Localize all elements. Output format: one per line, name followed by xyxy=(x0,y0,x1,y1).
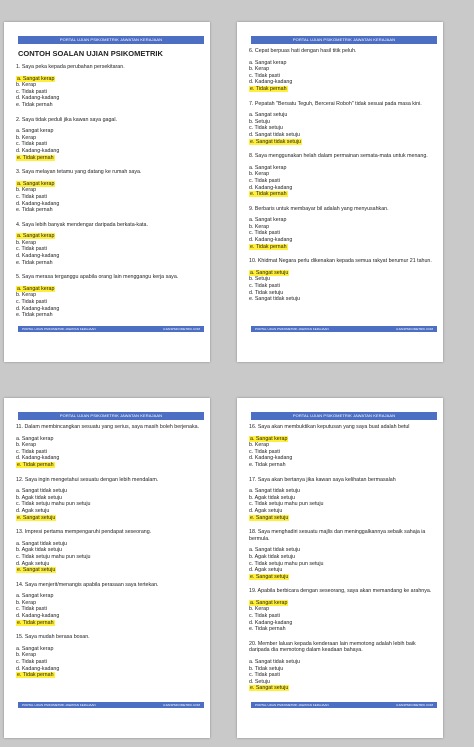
page-content xyxy=(16,48,204,327)
question-text: 16. Saya akan membuktikan keputusan yang saya buat adalah betul xyxy=(249,424,410,430)
footer-left-text: PORTAL UJIAN PSIKOMETRIK JAWATAN KERAJAAN xyxy=(255,703,329,707)
answer-option-label: d. Kadang-kadang xyxy=(16,253,60,260)
answer-option-label: c. Tidak pasti xyxy=(249,230,280,237)
question-text: 11. Dalam membincangkan sesuatu yang serius, saya masih boleh berjenaka. xyxy=(16,424,200,430)
answer-option xyxy=(249,185,437,192)
highlighted-answer: e. Sangat setuju xyxy=(250,685,289,692)
document-page-4 xyxy=(237,398,443,738)
answer-option xyxy=(16,547,204,554)
question-text: 1. Saya peka kepada perubahan persekitaran. xyxy=(16,64,125,70)
answer-option xyxy=(16,672,204,679)
answer-option-label: d. Kadang-kadang xyxy=(249,619,293,626)
answer-option xyxy=(16,299,204,306)
answer-option xyxy=(16,666,204,673)
answer-option xyxy=(249,270,437,277)
answer-option-label: c. Tidak pasti xyxy=(249,177,280,184)
answer-option-label: b. Setuju xyxy=(249,276,270,283)
answer-options xyxy=(249,217,437,250)
answer-option-label: d. Kadang-kadang xyxy=(16,455,60,462)
answer-option-label: d. Tidak setuju xyxy=(249,289,284,296)
answer-option xyxy=(16,515,204,522)
question-list xyxy=(16,64,204,319)
answer-option-label: d. Kadang-kadang xyxy=(249,79,293,86)
answer-option xyxy=(16,233,204,240)
answer-option-label: e. Tidak pernah xyxy=(16,312,53,319)
answer-option-label: c. Tidak pasti xyxy=(16,246,47,253)
answer-option-label: b. Agak tidak setuju xyxy=(16,547,62,554)
answer-option xyxy=(16,312,204,319)
answer-option-label: b. Kerap xyxy=(249,171,270,178)
page-footer xyxy=(18,702,204,708)
answer-option xyxy=(249,60,437,67)
question-text: 15. Saya mudah berasa bosan. xyxy=(16,634,90,641)
answer-option-label: c. Tidak pasti xyxy=(16,448,47,455)
answer-option xyxy=(249,119,437,126)
answer-option-label: b. Tidak setuju xyxy=(249,665,284,672)
highlighted-answer: e. Sangat setuju xyxy=(17,514,56,521)
answer-option-label: a. Sangat kerap xyxy=(249,217,287,224)
page-footer xyxy=(251,326,437,332)
page-header-banner: PORTAL UJIAN PSIKOMETRIK JAWATAN KERAJAAN xyxy=(18,412,204,420)
answer-option xyxy=(16,135,204,142)
answer-option xyxy=(16,613,204,620)
answer-option xyxy=(16,181,204,188)
question-list xyxy=(16,424,204,679)
answer-option xyxy=(16,76,204,83)
answer-option-label: d. Kadang-kadang xyxy=(16,147,60,154)
document-page-2 xyxy=(237,22,443,362)
answer-option xyxy=(249,606,437,613)
question-text: 2. Saya tidak peduli jika kawan saya gagal. xyxy=(16,116,117,123)
highlighted-answer: a. Sangat kerap xyxy=(17,180,55,187)
answer-options xyxy=(16,593,204,626)
answer-option-label: d. Kadang-kadang xyxy=(16,95,60,102)
answer-option-label: b. Setuju xyxy=(249,118,270,125)
answer-option xyxy=(16,652,204,659)
answer-option xyxy=(249,442,437,449)
answer-option xyxy=(249,290,437,297)
answer-option-label: a. Sangat setuju xyxy=(249,112,288,119)
answer-option-label: d. Agak setuju xyxy=(16,560,50,567)
answer-option xyxy=(249,230,437,237)
answer-option-label: b. Kerap xyxy=(249,66,270,73)
answer-option xyxy=(249,79,437,86)
answer-options xyxy=(16,233,204,266)
answer-option xyxy=(16,462,204,469)
answer-option xyxy=(16,488,204,495)
answer-option-label: c. Tidak pasti xyxy=(249,672,280,679)
answer-option xyxy=(249,620,437,627)
answer-option-label: a. Sangat tidak setuju xyxy=(249,659,300,666)
answer-option-label: d. Kadang-kadang xyxy=(16,200,60,207)
answer-option xyxy=(249,165,437,172)
answer-option xyxy=(16,495,204,502)
answer-option xyxy=(249,501,437,508)
answer-option xyxy=(16,449,204,456)
page-header-banner: PORTAL UJIAN PSIKOMETRIK JAWATAN KERAJAAN xyxy=(251,412,437,420)
document-title: CONTOH SOALAN UJIAN PSIKOMETRIK xyxy=(18,49,163,58)
answer-option-label: c. Tidak pasti xyxy=(249,72,280,79)
question-text: 20. Member laluan kepada kenderaan lain memotong adalah lebih baik daripada dia memotong dalam keadaan bahaya. xyxy=(249,640,416,654)
answer-options xyxy=(16,488,204,521)
answer-options xyxy=(249,436,437,469)
answer-option xyxy=(16,246,204,253)
answer-option-label: e. Tidak pernah xyxy=(16,101,53,108)
page-content xyxy=(249,48,437,311)
document-page-3 xyxy=(4,398,210,738)
highlighted-answer: a. Sangat kerap xyxy=(17,75,55,82)
highlighted-answer: a. Sangat setuju xyxy=(250,269,289,276)
answer-option-label: a. Sangat kerap xyxy=(16,645,54,652)
answer-option xyxy=(249,561,437,568)
answer-option xyxy=(16,620,204,627)
answer-option-label: d. Sangat tidak setuju xyxy=(249,131,300,138)
page-footer xyxy=(251,702,437,708)
answer-option xyxy=(249,125,437,132)
highlighted-answer: a. Sangat kerap xyxy=(250,599,288,606)
answer-option xyxy=(249,679,437,686)
answer-option-label: b. Kerap xyxy=(16,599,37,606)
answer-option-label: c. Tidak setuju mahu pun setuju xyxy=(249,560,324,567)
answer-option-label: c. Tidak setuju xyxy=(249,125,283,132)
answer-option xyxy=(249,66,437,73)
answer-option xyxy=(249,217,437,224)
question-text: 18. Saya menghadiri sesuatu majlis dan meninggalkannya sebaik sahaja ia bermula. xyxy=(249,529,426,542)
answer-option-label: a. Sangat kerap xyxy=(249,164,287,171)
answer-option xyxy=(16,128,204,135)
answer-option xyxy=(16,501,204,508)
answer-option xyxy=(249,515,437,522)
answer-option-label: e. Sangat tidak setuju xyxy=(249,296,300,303)
answer-option-label: a. Sangat kerap xyxy=(16,128,54,135)
footer-right-text: UJIANPSIKOMETRIK.COM xyxy=(162,327,200,331)
answer-option-label: c. Tidak pasti xyxy=(16,141,47,148)
answer-options xyxy=(249,60,437,93)
answer-option xyxy=(16,455,204,462)
answer-option xyxy=(249,455,437,462)
answer-options xyxy=(16,286,204,319)
answer-option xyxy=(16,201,204,208)
answer-option xyxy=(249,462,437,469)
answer-option-label: a. Sangat tidak setuju xyxy=(16,488,67,495)
answer-options xyxy=(249,547,437,580)
answer-option-label: b. Kerap xyxy=(249,223,270,230)
question-list xyxy=(249,48,437,303)
answer-option-label: c. Tidak setuju mahu pun setuju xyxy=(16,553,91,560)
answer-option xyxy=(249,139,437,146)
footer-right-text: UJIANPSIKOMETRIK.COM xyxy=(395,703,433,707)
answer-option xyxy=(249,488,437,495)
answer-option-label: c. Tidak setuju mahu pun setuju xyxy=(249,501,324,508)
answer-option-label: b. Kerap xyxy=(16,292,37,299)
answer-option xyxy=(249,685,437,692)
highlighted-answer: e. Sangat setuju xyxy=(250,514,289,521)
answer-option xyxy=(249,613,437,620)
answer-option xyxy=(249,574,437,581)
answer-option xyxy=(16,659,204,666)
answer-option xyxy=(16,89,204,96)
answer-option xyxy=(249,237,437,244)
page-header-banner: PORTAL UJIAN PSIKOMETRIK JAWATAN KERAJAAN xyxy=(251,36,437,44)
answer-option xyxy=(16,567,204,574)
question-text: 17. Saya akan bertanya jika kawan saya kelihatan bermasalah xyxy=(249,476,396,483)
answer-option xyxy=(249,495,437,502)
answer-options xyxy=(16,181,204,214)
answer-option-label: a. Sangat tidak setuju xyxy=(249,488,300,495)
answer-option-label: b. Agak tidak setuju xyxy=(16,494,62,501)
answer-options xyxy=(249,488,437,521)
answer-option-label: b. Kerap xyxy=(16,187,37,194)
answer-option xyxy=(249,508,437,515)
answer-option xyxy=(249,666,437,673)
answer-options xyxy=(16,646,204,679)
answer-option-label: d. Agak setuju xyxy=(249,567,283,574)
question-text: 6. Cepat berpuas hati dengan hasil titik peluh. xyxy=(249,48,357,54)
answer-option-label: b. Kerap xyxy=(249,442,270,449)
question-list xyxy=(249,424,437,692)
answer-option xyxy=(249,276,437,283)
answer-option xyxy=(16,253,204,260)
footer-left-text: PORTAL UJIAN PSIKOMETRIK JAWATAN KERAJAAN xyxy=(22,327,96,331)
question-text: 3. Saya melayan tetamu yang datang ke rumah saya. xyxy=(16,169,142,176)
answer-option xyxy=(249,73,437,80)
answer-option xyxy=(16,561,204,568)
answer-option xyxy=(16,541,204,548)
answer-option xyxy=(16,554,204,561)
answer-option-label: a. Sangat tidak setuju xyxy=(249,547,300,554)
answer-option xyxy=(16,442,204,449)
answer-option xyxy=(16,82,204,89)
answer-option xyxy=(249,296,437,303)
page-footer xyxy=(18,326,204,332)
answer-options xyxy=(249,659,437,692)
answer-option-label: b. Agak tidak setuju xyxy=(249,494,295,501)
answer-option xyxy=(249,547,437,554)
answer-option xyxy=(249,244,437,251)
answer-option xyxy=(249,112,437,119)
answer-option xyxy=(249,449,437,456)
answer-option xyxy=(249,436,437,443)
answer-option-label: c. Tidak pasti xyxy=(16,299,47,306)
highlighted-answer: e. Tidak pernah xyxy=(17,154,54,161)
footer-right-text: UJIANPSIKOMETRIK.COM xyxy=(162,703,200,707)
question-text: 4. Saya lebih banyak mendengar daripada berkata-kata. xyxy=(16,221,148,228)
answer-options xyxy=(249,600,437,633)
answer-option xyxy=(16,148,204,155)
answer-option-label: c. Tidak pasti xyxy=(16,193,47,200)
question-text: 12. Saya ingin mengetahui sesuatu dengan lebih mendalam. xyxy=(16,476,159,483)
page-content xyxy=(16,424,204,687)
answer-option-label: d. Kadang-kadang xyxy=(249,237,293,244)
answer-option xyxy=(249,554,437,561)
answer-option-label: d. Kadang-kadang xyxy=(16,665,60,672)
answer-option-label: d. Kadang-kadang xyxy=(16,305,60,312)
answer-option xyxy=(16,102,204,109)
answer-option-label: a. Sangat kerap xyxy=(16,435,54,442)
answer-option xyxy=(16,240,204,247)
question-text: 14. Saya menjerit/menangis apabila perasaan saya tertekan. xyxy=(16,581,159,588)
answer-option xyxy=(16,600,204,607)
answer-option-label: b. Kerap xyxy=(16,134,37,141)
answer-option xyxy=(16,260,204,267)
answer-option xyxy=(16,155,204,162)
answer-option-label: c. Tidak pasti xyxy=(16,659,47,666)
answer-option xyxy=(16,95,204,102)
answer-option-label: e. Tidak pernah xyxy=(16,259,53,266)
answer-option-label: c. Tidak pasti xyxy=(16,88,47,95)
answer-options xyxy=(249,112,437,145)
answer-option-label: b. Kerap xyxy=(16,82,37,89)
document-page-1 xyxy=(4,22,210,362)
answer-options xyxy=(16,76,204,109)
answer-option xyxy=(16,141,204,148)
highlighted-answer: a. Sangat kerap xyxy=(17,285,55,292)
highlighted-answer: e. Tidak pernah xyxy=(17,672,54,679)
answer-option-label: e. Tidak pernah xyxy=(249,626,286,633)
answer-option xyxy=(16,436,204,443)
answer-options xyxy=(249,165,437,198)
answer-option xyxy=(16,194,204,201)
question-text: 8. Saya menggunakan helah dalam permainan semata-mata untuk menang. xyxy=(249,153,428,160)
answer-options xyxy=(16,128,204,161)
highlighted-answer: e. Sangat tidak setuju xyxy=(250,138,301,145)
answer-option xyxy=(16,187,204,194)
answer-option-label: e. Tidak pernah xyxy=(249,461,286,468)
highlighted-answer: e. Tidak pernah xyxy=(17,619,54,626)
answer-option xyxy=(16,606,204,613)
question-text: 13. Impresi pertama mempengaruhi pendapat seseorang. xyxy=(16,529,152,536)
answer-option-label: c. Tidak pasti xyxy=(249,448,280,455)
answer-option-label: c. Tidak pasti xyxy=(249,283,280,290)
answer-option-label: b. Kerap xyxy=(16,652,37,659)
answer-option xyxy=(16,508,204,515)
answer-option-label: e. Tidak pernah xyxy=(16,207,53,214)
highlighted-answer: e. Tidak pernah xyxy=(17,461,54,468)
answer-option-label: d. Kadang-kadang xyxy=(249,455,293,462)
question-text: 5. Saya merasa terganggu apabila orang lain menggangu kerja saya. xyxy=(16,274,179,281)
highlighted-answer: e. Tidak pernah xyxy=(250,85,287,92)
page-content xyxy=(249,424,437,700)
answer-options xyxy=(249,270,437,303)
answer-option-label: c. Tidak pasti xyxy=(249,613,280,620)
answer-options xyxy=(16,541,204,574)
answer-option xyxy=(249,626,437,633)
highlighted-answer: a. Sangat kerap xyxy=(17,233,55,240)
answer-option xyxy=(249,672,437,679)
answer-option-label: a. Sangat kerap xyxy=(249,59,287,66)
question-text: 10. Khidmat Negara perlu dikenakan kepada semua rakyat berumur 21 tahun. xyxy=(249,258,432,265)
highlighted-answer: e. Tidak pernah xyxy=(250,191,287,198)
answer-option-label: d. Kadang-kadang xyxy=(16,613,60,620)
answer-option-label: a. Sangat tidak setuju xyxy=(16,540,67,547)
answer-options xyxy=(16,436,204,469)
highlighted-answer: a. Sangat kerap xyxy=(250,435,288,442)
answer-option-label: b. Agak tidak setuju xyxy=(249,553,295,560)
answer-option-label: c. Tidak pasti xyxy=(16,606,47,613)
answer-option-label: b. Kerap xyxy=(249,606,270,613)
answer-option-label: d. Kadang-kadang xyxy=(249,184,293,191)
answer-option xyxy=(16,292,204,299)
answer-option xyxy=(249,191,437,198)
page-header-banner: PORTAL UJIAN PSIKOMETRIK JAWATAN KERAJAAN xyxy=(18,36,204,44)
answer-option xyxy=(16,207,204,214)
question-text: 9. Berbaris untuk membayar bil adalah yang menyusahkan. xyxy=(249,205,389,212)
answer-option-label: c. Tidak setuju mahu pun setuju xyxy=(16,501,91,508)
answer-option-label: d. Agak setuju xyxy=(16,507,50,514)
answer-option-label: d. Agak setuju xyxy=(249,507,283,514)
answer-option-label: b. Kerap xyxy=(16,442,37,449)
answer-option-label: b. Kerap xyxy=(16,239,37,246)
answer-option-label: d. Setuju xyxy=(249,678,270,685)
footer-right-text: UJIANPSIKOMETRIK.COM xyxy=(395,327,433,331)
question-text: 7. Pepatah "Bersatu Teguh, Bercerai Roboh" tidak sesuai pada masa kini. xyxy=(249,100,422,107)
answer-option xyxy=(16,286,204,293)
answer-option xyxy=(249,567,437,574)
answer-option xyxy=(249,224,437,231)
highlighted-answer: e. Sangat setuju xyxy=(250,573,289,580)
answer-option xyxy=(249,283,437,290)
answer-option-label: a. Sangat kerap xyxy=(16,593,54,600)
footer-left-text: PORTAL UJIAN PSIKOMETRIK JAWATAN KERAJAAN xyxy=(22,703,96,707)
answer-option xyxy=(249,178,437,185)
highlighted-answer: e. Tidak pernah xyxy=(250,243,287,250)
answer-option xyxy=(16,306,204,313)
answer-option xyxy=(249,659,437,666)
answer-option xyxy=(249,171,437,178)
question-text: 19. Apabila berbicara dengan seseorang, saya akan memandang ke arahnya. xyxy=(249,588,432,595)
answer-option xyxy=(16,646,204,653)
answer-option xyxy=(249,86,437,93)
footer-left-text: PORTAL UJIAN PSIKOMETRIK JAWATAN KERAJAAN xyxy=(255,327,329,331)
answer-option xyxy=(249,600,437,607)
answer-option xyxy=(249,132,437,139)
answer-option xyxy=(16,593,204,600)
highlighted-answer: e. Sangat setuju xyxy=(17,567,56,574)
